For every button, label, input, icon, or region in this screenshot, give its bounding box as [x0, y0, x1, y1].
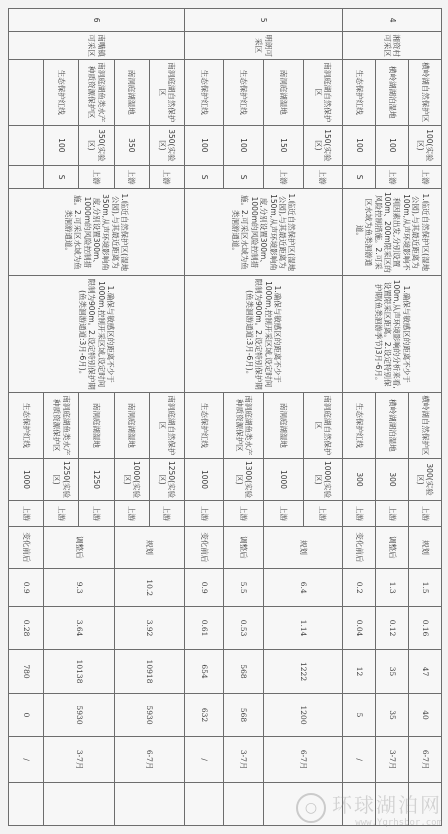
plan-label: 规划 — [409, 526, 442, 568]
row-number: 5 — [184, 9, 342, 32]
globe-icon: ○ — [296, 793, 326, 823]
plan-depth: 5 — [343, 694, 376, 736]
site-name: 明朗可采区 — [184, 32, 342, 60]
plan-period: 6-7月 — [114, 736, 184, 783]
site-name: 湘资村可采区 — [343, 32, 442, 60]
direction: 上游 — [303, 501, 343, 526]
plan-period: / — [9, 736, 44, 783]
direction: S — [343, 166, 376, 189]
direction: 上游 — [79, 166, 114, 189]
plan-volume: 654 — [184, 649, 224, 694]
direction: 上游 — [409, 501, 442, 526]
direction: 上游 — [114, 166, 149, 189]
distance: 150 — [263, 125, 303, 165]
distance: 1250(实验区) — [44, 458, 79, 500]
direction: 上游 — [184, 501, 224, 526]
row-number: 4 — [343, 9, 442, 32]
direction: 上游 — [263, 166, 303, 189]
direction: S — [44, 166, 79, 189]
protected-zone: 南洞庭湖自然保护区 — [303, 393, 343, 459]
empty-cell — [9, 166, 44, 189]
distance: 100 — [376, 125, 409, 165]
distance: 1000(实验区) — [303, 458, 343, 500]
plan-period: 3-7月 — [44, 736, 114, 783]
distance: 350 — [114, 125, 149, 165]
distance: 300 — [376, 458, 409, 500]
distance: 1300(实验区) — [224, 458, 264, 500]
plan-volume: 780 — [9, 649, 44, 694]
plan-area: 0.04 — [343, 607, 376, 649]
direction: S — [224, 166, 264, 189]
plan-width: 0.9 — [9, 569, 44, 607]
plan-area: 1.14 — [263, 607, 342, 649]
plan-volume: 35 — [376, 649, 409, 694]
distance: 350(实验区) — [149, 125, 184, 165]
empty-cell — [184, 783, 224, 826]
table-row — [79, 9, 114, 826]
direction: 上游 — [149, 166, 184, 189]
empty-cell — [44, 783, 114, 826]
plan-depth: 35 — [376, 694, 409, 736]
protected-zone: 南洞庭湖鱼类水产种质资源保护区 — [224, 393, 264, 459]
direction: 上游 — [79, 501, 114, 526]
protected-zone: 生态保护红线 — [343, 59, 376, 125]
plan-label: 变化前后 — [9, 526, 44, 568]
measure-text: 1.确保与敏感区的距离不少于1000m,控制开采区域,设定时间限制为900m。2.设定特别保护期(鱼类洄游通道:3月-6月)。 — [9, 276, 185, 393]
distance: 100 — [184, 125, 224, 165]
empty-cell — [9, 125, 44, 165]
plan-width: 9.3 — [44, 569, 114, 607]
direction: 上游 — [114, 501, 149, 526]
plan-volume: 12 — [343, 649, 376, 694]
plan-width: 0.9 — [184, 569, 224, 607]
distance: 1000(实验区) — [114, 458, 149, 500]
plan-area: 3.92 — [114, 607, 184, 649]
plan-depth: 568 — [224, 694, 264, 736]
plan-period: 3-7月 — [224, 736, 264, 783]
plan-period: 6-7月 — [263, 736, 342, 783]
condition-text: 1.临近自然保护区(湿地公园),与其最近距离为100m,从声环境影响不利因素出发,分别设置100m、200m限采区的风险控制措施。2.可采区水域为鱼类洄游通道。 — [343, 189, 442, 276]
distance: 100(实验区) — [409, 125, 442, 165]
distance: 350(实验区) — [79, 125, 114, 165]
table-row — [343, 9, 376, 826]
protected-zone: 南洞庭湖湿地 — [79, 393, 114, 459]
protected-zone: 南洞庭湖自然保护区 — [303, 59, 343, 125]
plan-label: 变化前后 — [343, 526, 376, 568]
plan-depth: 632 — [184, 694, 224, 736]
empty-cell — [9, 59, 44, 125]
plan-area: 0.53 — [224, 607, 264, 649]
distance: 100 — [44, 125, 79, 165]
plan-area: 0.61 — [184, 607, 224, 649]
distance: 150(实验区) — [303, 125, 343, 165]
plan-width: 1.5 — [409, 569, 442, 607]
distance: 100 — [224, 125, 264, 165]
plan-width: 6.4 — [263, 569, 342, 607]
direction: 上游 — [409, 166, 442, 189]
direction: 上游 — [224, 501, 264, 526]
plan-width: 10.2 — [114, 569, 184, 607]
direction: 上游 — [263, 501, 303, 526]
protected-zone: 生态保护红线 — [184, 393, 224, 459]
row-number: 6 — [9, 9, 185, 32]
protected-zone: 南洞庭湖湿地 — [263, 393, 303, 459]
protected-zone: 生态保护红线 — [44, 59, 79, 125]
plan-area: 0.12 — [376, 607, 409, 649]
plan-area: 0.28 — [9, 607, 44, 649]
protected-zone: 南洞庭湖鱼类水产种质资源保护区 — [44, 393, 79, 459]
plan-depth: 5930 — [114, 694, 184, 736]
table-row — [9, 9, 44, 826]
table-row — [184, 9, 224, 826]
table-row — [224, 9, 264, 826]
plan-depth: 5930 — [44, 694, 114, 736]
measure-text: 1.确保与敏感区的距离不少于100m,从声环境影响的分析来看,设置限采区距离。2.设定特别保护期(鱼类洄游季节)3月-6月。 — [343, 276, 442, 393]
adjustment-table — [8, 8, 442, 826]
distance: 1000 — [9, 458, 44, 500]
table-row — [409, 9, 442, 826]
protected-zone: 横岭湖自然保护区 — [409, 59, 442, 125]
direction: 上游 — [44, 501, 79, 526]
measure-text: 1.确保与敏感区的距离不少于1000m,控制开采区域,设定时间限制为900m。2.设定特别保护期(鱼类洄游通道:3月-6月)。 — [184, 276, 342, 393]
watermark-url: www.Yqrhsbor.com — [355, 817, 442, 828]
plan-volume: 10918 — [114, 649, 184, 694]
plan-volume: 1222 — [263, 649, 342, 694]
site-name: 南嘴镇可采区 — [9, 32, 185, 60]
direction: 上游 — [376, 166, 409, 189]
distance: 1000 — [263, 458, 303, 500]
watermark-name: 环球湖泊网 — [332, 792, 442, 817]
plan-label: 调整后 — [224, 526, 264, 568]
plan-depth: 40 — [409, 694, 442, 736]
protected-zone: 南洞庭湖鱼类水产种质资源保护区 — [79, 59, 114, 125]
direction: 上游 — [149, 501, 184, 526]
watermark-text — [332, 789, 442, 828]
table-row — [303, 9, 343, 826]
direction: 上游 — [376, 501, 409, 526]
condition-text: 1.临近自然保护区(湿地公园),与其最近距离为350m,从声环境影响角度,分别设置300m、1000m的风险控制措施。2.可采区水域为鱼类洄游通道。 — [9, 189, 185, 276]
direction: 上游 — [9, 501, 44, 526]
plan-width: 0.2 — [343, 569, 376, 607]
plan-label: 变化前后 — [184, 526, 224, 568]
plan-period: / — [343, 736, 376, 783]
plan-width: 5.5 — [224, 569, 264, 607]
plan-depth: 0 — [9, 694, 44, 736]
protected-zone: 横岭湖湖泊湿地 — [376, 393, 409, 459]
plan-width: 1.3 — [376, 569, 409, 607]
table-row — [376, 9, 409, 826]
condition-text: 1.临近自然保护区(湿地公园),与其最近距离为150m,从声环境影响角度,分别设置300m、1000m的风险控制措施。2.可采区水域为鱼类洄游通道。 — [184, 189, 342, 276]
plan-depth: 1200 — [263, 694, 342, 736]
protected-zone: 横岭湖湖泊湿地 — [376, 59, 409, 125]
direction: S — [184, 166, 224, 189]
plan-volume: 568 — [224, 649, 264, 694]
protected-zone: 南洞庭湖湿地 — [114, 393, 149, 459]
plan-label: 调整后 — [44, 526, 114, 568]
plan-label: 规划 — [263, 526, 342, 568]
plan-area: 3.64 — [44, 607, 114, 649]
direction: 上游 — [303, 166, 343, 189]
distance: 1250(实验区) — [149, 458, 184, 500]
empty-cell — [114, 783, 184, 826]
protected-zone: 南洞庭湖湿地 — [114, 59, 149, 125]
protected-zone: 南洞庭湖自然保护区 — [149, 59, 184, 125]
protected-zone: 横岭湖自然保护区 — [409, 393, 442, 459]
protected-zone: 生态保护红线 — [9, 393, 44, 459]
plan-label: 调整后 — [376, 526, 409, 568]
protected-zone: 生态保护红线 — [184, 59, 224, 125]
plan-area: 0.16 — [409, 607, 442, 649]
distance: 1250 — [79, 458, 114, 500]
site-watermark — [232, 790, 442, 826]
plan-volume: 47 — [409, 649, 442, 694]
direction: 上游 — [343, 501, 376, 526]
plan-volume: 10138 — [44, 649, 114, 694]
empty-cell — [9, 783, 44, 826]
protected-zone: 南洞庭湖自然保护区 — [149, 393, 184, 459]
distance: 300(实验区) — [409, 458, 442, 500]
distance: 1000 — [184, 458, 224, 500]
protected-zone: 生态保护红线 — [224, 59, 264, 125]
plan-period: 3-7月 — [376, 736, 409, 783]
distance: 300 — [343, 458, 376, 500]
plan-label: 规划 — [114, 526, 184, 568]
plan-period: 6-7月 — [409, 736, 442, 783]
table-row — [149, 9, 184, 826]
distance: 100 — [343, 125, 376, 165]
plan-period: / — [184, 736, 224, 783]
protected-zone: 生态保护红线 — [343, 393, 376, 459]
protected-zone: 南洞庭湖湿地 — [263, 59, 303, 125]
